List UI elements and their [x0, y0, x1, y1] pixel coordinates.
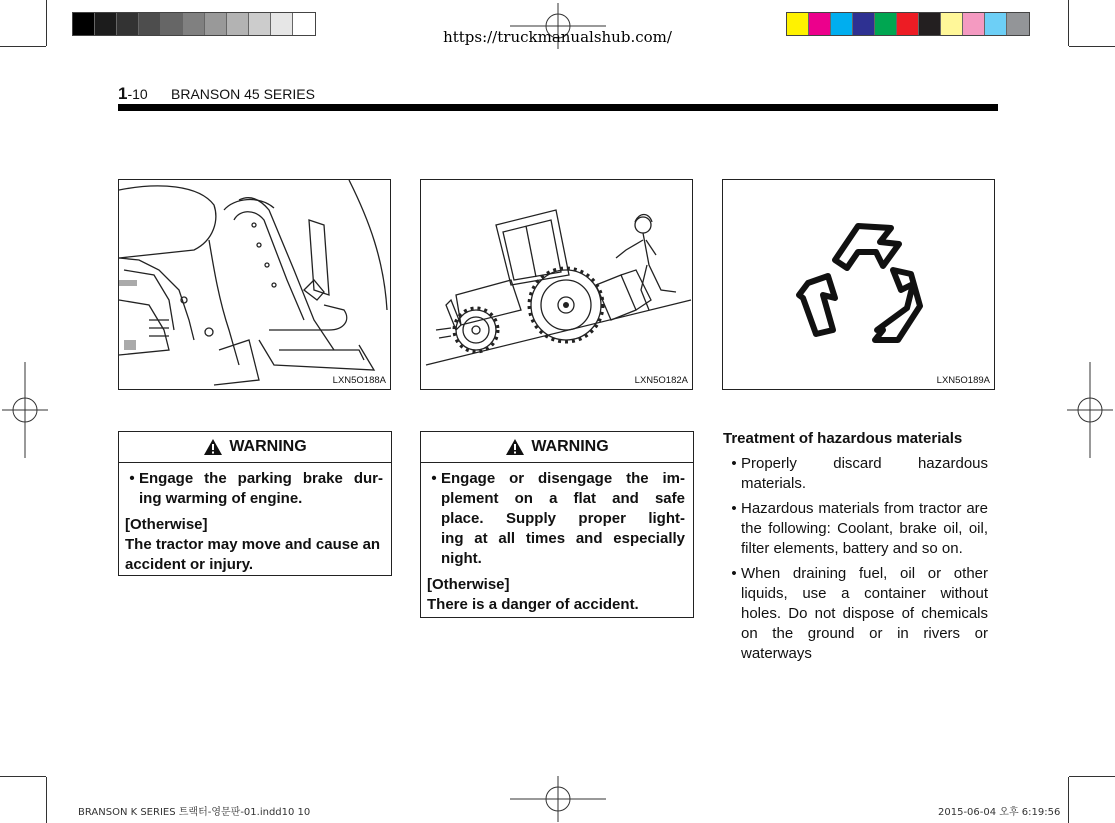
figure-parking-brake [118, 179, 391, 390]
footer-timestamp: 2015-06-04 오후 6:19:56 [938, 807, 1061, 818]
parking-brake-lever-illustration [119, 180, 391, 390]
otherwise-text: There is a danger of accident. [427, 596, 639, 613]
warning-body [421, 463, 693, 621]
warning-box [420, 431, 694, 618]
figure-label: LXN5O182A [634, 375, 688, 386]
header-rule [118, 104, 998, 111]
otherwise-text: The tractor may move and cause an accident or injury. [125, 536, 381, 573]
figure-label: LXN5O189A [936, 375, 990, 386]
crop-mark [1069, 46, 1115, 47]
section-title: Treatment of hazardous materials [723, 430, 963, 447]
warning-bullet-line: Engage or disengage the im- [441, 470, 685, 487]
bullet-dot: • [431, 470, 437, 487]
crop-mark [1069, 776, 1115, 777]
warning-bullet-text [139, 469, 383, 509]
footer-file-info: BRANSON K SERIES 트랙터-영문판-01.indd10 10 [78, 807, 311, 818]
source-url[interactable]: https://truckmanualshub.com/ [443, 28, 672, 46]
warning-triangle-icon [505, 438, 525, 456]
crop-mark [1068, 777, 1069, 823]
warning-bullet [427, 469, 685, 569]
figure-tractor-slope [420, 179, 693, 390]
warning-body [119, 463, 391, 581]
list-item-text: Hazardous materials from tractor are the following: Coolant, brake oil, oil, filter elements, battery and so on. [741, 500, 988, 557]
warning-triangle-icon [203, 438, 223, 456]
warning-heading-text: WARNING [531, 438, 609, 455]
hazardous-list [727, 454, 988, 669]
warning-bullet [125, 469, 383, 509]
warning-heading [119, 432, 391, 463]
list-item [727, 564, 988, 664]
warning-bullet-line: night. [441, 550, 482, 567]
bullet-dot: • [731, 565, 737, 582]
warning-bullet-line: ing warming of engine. [139, 490, 303, 507]
warning-box [118, 431, 392, 576]
tractor-on-slope-illustration [421, 180, 693, 390]
list-item [727, 454, 988, 494]
warning-heading-text: WARNING [229, 438, 307, 455]
figure-label: LXN5O188A [332, 375, 386, 386]
registration-mark-icon [510, 776, 606, 822]
page-number-main: 1 [118, 84, 128, 103]
registration-mark-icon [2, 362, 48, 458]
warning-bullet-line: ing at all times and especially [441, 530, 685, 547]
bullet-dot: • [731, 455, 737, 472]
list-item-text: When draining fuel, oil or other liquids, use a container without holes. Do not dispose of chemicals on the ground or in rivers or waterways [741, 565, 988, 662]
page-number [118, 84, 148, 104]
otherwise-label: [Otherwise] [427, 576, 510, 593]
warning-bullet-line: plement on a flat and safe [441, 490, 685, 507]
warning-bullet-line: place. Supply proper light- [441, 510, 685, 527]
warning-heading [421, 432, 693, 463]
otherwise-label: [Otherwise] [125, 516, 208, 533]
list-item-text: Properly discard hazardous materials. [741, 455, 988, 492]
series-title: BRANSON 45 SERIES [171, 86, 315, 102]
list-item [727, 499, 988, 559]
crop-mark [0, 46, 46, 47]
warning-bullet-text [441, 469, 685, 569]
figure-recycle [722, 179, 995, 390]
warning-bullet-line: Engage the parking brake dur- [139, 470, 383, 487]
recycle-icon [723, 180, 995, 390]
registration-mark-icon [1067, 362, 1113, 458]
crop-mark [0, 776, 46, 777]
bullet-dot: • [731, 500, 737, 517]
bullet-dot: • [129, 470, 135, 487]
crop-mark [46, 777, 47, 823]
page-number-sub: -10 [127, 86, 148, 102]
